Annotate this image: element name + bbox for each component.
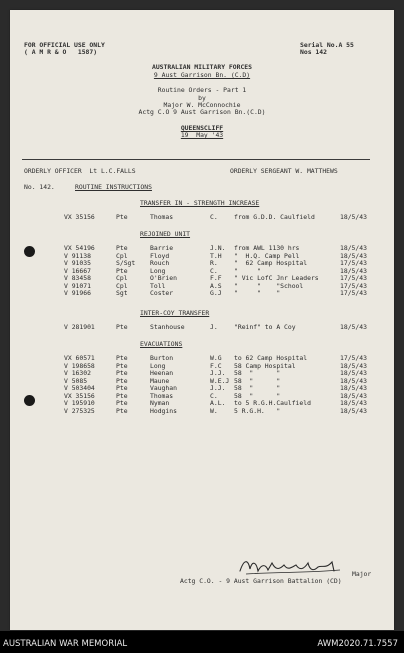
details: " " " (234, 289, 281, 297)
surname: Thomas (150, 213, 174, 221)
rank: S/Sgt (116, 259, 136, 267)
initials: W. (210, 406, 218, 415)
handwritten-signature (236, 553, 346, 579)
details: " " "School (234, 281, 304, 290)
archive-reference: AWM2020.71.7557 (317, 639, 398, 649)
orders-issuer-title: Actg C.O 9 Aust Garrison Bn.(C.D) (138, 108, 266, 116)
surname: Long (150, 266, 166, 275)
orderly-sergeant: ORDERLY SERGEANT W. MATTHEWS (230, 167, 338, 175)
initials: R. (210, 259, 218, 267)
service-number: V 281901 (64, 323, 95, 331)
surname: Hodgins (150, 406, 177, 415)
surname: Coster (150, 289, 174, 297)
date: 18/5/43 (340, 399, 367, 407)
rank: Pte (116, 384, 128, 392)
archive-name: AUSTRALIAN WAR MEMORIAL (3, 639, 128, 649)
rank: Pte (116, 354, 128, 362)
punch-hole-bottom (24, 395, 35, 406)
surname: Floyd (150, 251, 170, 260)
orders-issuer: Major W. McConnochie (163, 101, 241, 109)
service-number: V 91138 (64, 251, 91, 260)
initials: J.N. (210, 244, 226, 252)
date: 18/5/43 (340, 244, 367, 252)
unit-subtitle: 9 Aust Garrison Bn. (C.D) (153, 71, 251, 79)
details: 58 " " (234, 391, 281, 400)
date: 18/5/43 (340, 376, 367, 385)
initials: T.H (210, 251, 222, 260)
details: " 62 Camp Hospital (234, 259, 308, 267)
date: 18/5/43 (340, 406, 367, 415)
punch-hole-top (24, 246, 35, 257)
details: from G.D.D. Caulfield (234, 213, 315, 221)
details: 58 " " (234, 376, 281, 385)
surname: Burton (150, 354, 174, 362)
service-number: V 195910 (64, 399, 95, 407)
section-title-inter-coy: INTER-COY TRANSFER (140, 309, 210, 317)
service-number: VX 35156 (64, 391, 95, 400)
rank: Pte (116, 391, 128, 400)
place-name: QUEENSCLIFF (180, 124, 224, 132)
date: 18/5/43 (340, 369, 367, 377)
header-divider (22, 159, 370, 160)
section-title-transfer-in: TRANSFER IN - STRENGTH INCREASE (140, 199, 260, 207)
signatory-rank: Major (352, 570, 372, 578)
rank: Sgt (116, 289, 128, 297)
surname: Toll (150, 281, 166, 290)
date: 17/5/43 (340, 274, 367, 282)
date: 18/5/43 (340, 323, 367, 331)
rank: Pte (116, 369, 128, 377)
service-number: V 198658 (64, 361, 95, 370)
surname: Maune (150, 376, 170, 385)
date: 17/5/43 (340, 354, 367, 362)
initials: W.E.J (210, 376, 230, 385)
surname: Thomas (150, 391, 174, 400)
rank: Pte (116, 213, 128, 221)
service-number: V 5085 (64, 376, 88, 385)
service-number: V 91966 (64, 289, 91, 297)
service-number: V 91035 (64, 259, 91, 267)
serial-number: Serial No.A 55 (300, 41, 354, 49)
initials: C. (210, 266, 218, 275)
initials: F.F (210, 274, 222, 282)
initials: A.S (210, 281, 222, 290)
routine-instructions-heading: ROUTINE INSTRUCTIONS (75, 183, 152, 191)
surname: Long (150, 361, 166, 370)
orders-by: by (198, 94, 206, 102)
rank: Pte (116, 266, 128, 275)
service-number: V 83458 (64, 274, 91, 282)
section-title-evacuations: EVACUATIONS (140, 340, 183, 348)
details: " Vic LofC Jnr Leaders (234, 274, 319, 282)
rank: Pte (116, 376, 128, 385)
initials: C. (210, 213, 218, 221)
date: 18/5/43 (340, 384, 367, 392)
date: 18/5/43 (340, 266, 367, 275)
date: 18/5/43 (340, 213, 367, 221)
date: 17/5/43 (340, 259, 367, 267)
service-number: V 91071 (64, 281, 91, 290)
surname: Vaughan (150, 384, 177, 392)
rank: Pte (116, 406, 128, 415)
orders-title: Routine Orders - Part 1 (157, 86, 247, 94)
unit-title: AUSTRALIAN MILITARY FORCES (151, 63, 253, 71)
details: 58 " " (234, 369, 281, 377)
service-number: V 275325 (64, 406, 95, 415)
details: to 5 R.G.H.Caulfield (234, 399, 311, 407)
details: from AWL 1130 hrs (234, 244, 300, 252)
date: 17/5/43 (340, 289, 367, 297)
service-number: VX 54196 (64, 244, 95, 252)
official-use-line-1: FOR OFFICIAL USE ONLY (24, 41, 105, 49)
archive-footer (0, 631, 404, 653)
initials: J. (210, 323, 218, 331)
service-number: V 16667 (64, 266, 91, 275)
orderly-officer: ORDERLY OFFICER Lt L.C.FALLS (24, 167, 136, 175)
date: 18/5/43 (340, 251, 367, 260)
initials: A.L. (210, 399, 226, 407)
official-use-line-2: ( A M R & O 1587) (24, 48, 98, 56)
surname: O'Brien (150, 274, 177, 282)
order-date: 19 May '43 (180, 131, 224, 139)
order-number: Nos 142 (300, 48, 327, 56)
details: "Reinf" to A Coy (234, 323, 296, 331)
initials: C. (210, 391, 218, 400)
rank: Cpl (116, 251, 128, 260)
initials: G.J (210, 289, 222, 297)
rank: Pte (116, 244, 128, 252)
initials: J.J. (210, 369, 226, 377)
surname: Stanhouse (150, 323, 185, 331)
service-number: VX 35156 (64, 213, 95, 221)
date: 17/5/43 (340, 281, 367, 290)
rank: Pte (116, 399, 128, 407)
surname: Heenan (150, 369, 174, 377)
rank: Pte (116, 361, 128, 370)
initials: J.J. (210, 384, 226, 392)
details: 58 " " (234, 384, 281, 392)
surname: Nyman (150, 399, 170, 407)
service-number: VX 60571 (64, 354, 95, 362)
details: " " (234, 266, 261, 275)
service-number: V 503404 (64, 384, 95, 392)
service-number: V 16302 (64, 369, 91, 377)
details: " H.Q. Camp Pell (234, 251, 300, 260)
date: 18/5/43 (340, 391, 367, 400)
details: 58 Camp Hospital (234, 361, 296, 370)
initials: W.G (210, 354, 222, 362)
surname: Rouch (150, 259, 170, 267)
details: to 62 Camp Hospital (234, 354, 308, 362)
section-title-rejoined: REJOINED UNIT (140, 230, 191, 238)
rank: Cpl (116, 281, 128, 290)
surname: Barrie (150, 244, 174, 252)
details: 5 R.G.H. " (234, 406, 281, 415)
initials: F.C (210, 361, 222, 370)
rank: Cpl (116, 274, 128, 282)
order-no: No. 142. (24, 183, 55, 191)
rank: Pte (116, 323, 128, 331)
signatory-title: Actg C.O. - 9 Aust Garrison Battalion (CD) (180, 577, 342, 585)
date: 18/5/43 (340, 361, 367, 370)
